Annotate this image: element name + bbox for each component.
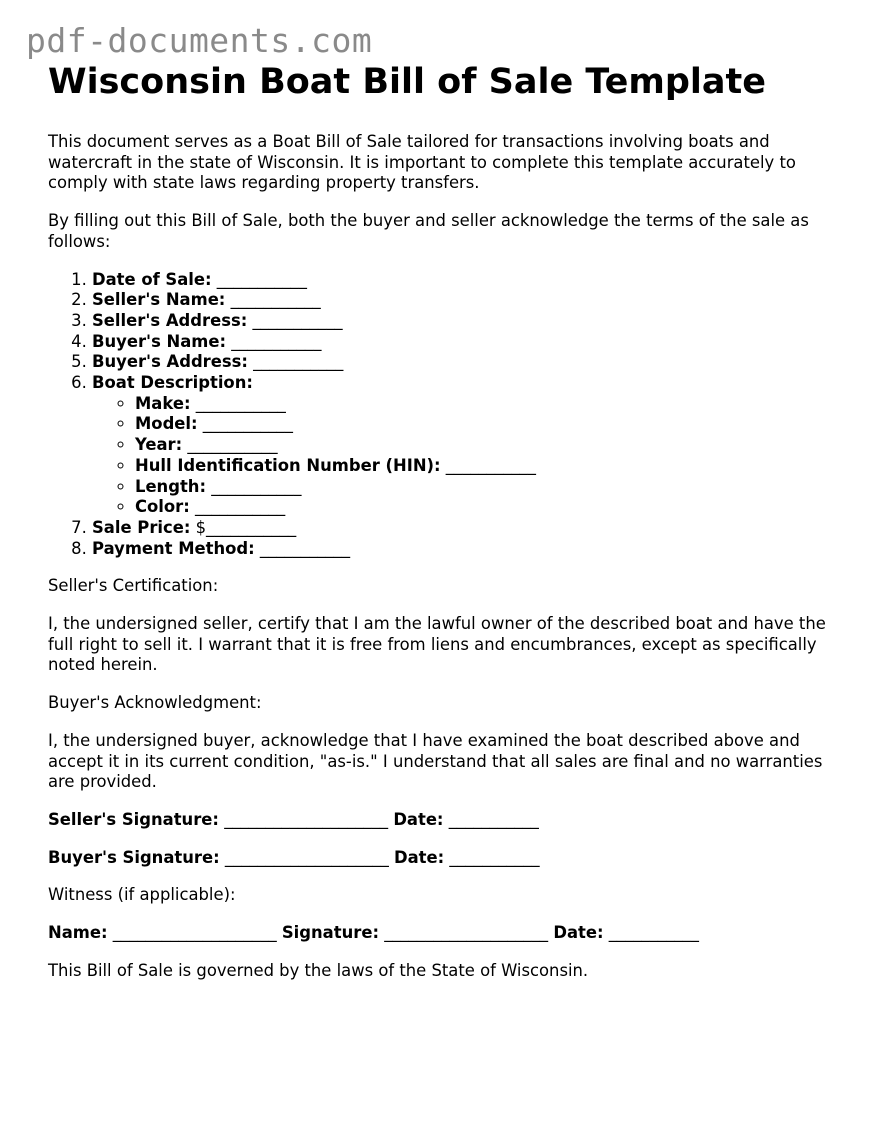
field-label: Payment Method: [92, 538, 255, 558]
field-blank[interactable]: ___________ [182, 435, 278, 455]
field-label: Date of Sale: [92, 269, 212, 289]
field-label: Sale Price: [92, 517, 191, 537]
witness-date-label: Date: [553, 923, 604, 943]
field-label: Length: [135, 476, 207, 496]
sub-item-length [135, 477, 848, 498]
sub-item-year [135, 435, 848, 456]
list-item-payment-method [92, 539, 848, 560]
list-item-date-of-sale [92, 270, 848, 291]
buyer-acknowledgment-text: I, the undersigned buyer, acknowledge that I have examined the boat described above and accept it in its current condition, "as-is." I understand that all sales are final and no warranties are provided. [48, 730, 823, 792]
seller-signature-line [48, 810, 848, 831]
list-item-seller-address [92, 311, 848, 332]
seller-signature-label: Seller's Signature: [48, 809, 219, 829]
witness-signature-label: Signature: [281, 923, 380, 943]
buyer-date-label: Date: [394, 847, 445, 867]
witness-heading: Witness (if applicable): [48, 885, 236, 905]
list-item-boat-description [92, 373, 848, 518]
seller-date-label: Date: [393, 809, 444, 829]
list-item-buyer-address [92, 352, 848, 373]
buyer-signature-blank[interactable]: ____________________ [219, 847, 394, 867]
field-blank[interactable]: ___________ [226, 331, 322, 351]
sub-item-hin [135, 456, 848, 477]
field-blank[interactable]: ___________ [440, 455, 536, 475]
list-item-buyer-name [92, 332, 848, 353]
boat-description-list [92, 394, 848, 518]
witness-name-blank[interactable]: ____________________ [107, 923, 282, 943]
seller-signature-blank[interactable]: ____________________ [218, 809, 394, 829]
witness-signature-blank[interactable]: ____________________ [379, 923, 554, 943]
witness-name-label: Name: [48, 923, 108, 943]
field-blank[interactable]: ___________ [190, 393, 286, 413]
field-blank[interactable]: ___________ [197, 414, 293, 434]
sub-item-make [135, 394, 848, 415]
field-label: Buyer's Name: [92, 331, 227, 351]
sub-item-model [135, 414, 848, 435]
field-blank[interactable]: ___________ [189, 497, 286, 517]
intro-paragraph: This document serves as a Boat Bill of Sale tailored for transactions involving boats and watercraft in the state of Wisconsin. It is important to complete this template accurately to comply with state laws regarding property transfers. [48, 132, 796, 193]
field-label: Seller's Address: [92, 310, 248, 330]
field-blank[interactable]: ___________ [247, 352, 344, 372]
buyer-signature-label: Buyer's Signature: [48, 847, 220, 867]
document-body [48, 60, 848, 999]
field-blank[interactable]: ___________ [206, 476, 302, 496]
list-item-sale-price [92, 518, 848, 539]
seller-date-blank[interactable]: ___________ [443, 809, 539, 829]
witness-date-blank[interactable]: ___________ [603, 923, 699, 943]
field-label: Model: [135, 414, 198, 434]
field-blank[interactable]: $___________ [190, 517, 297, 537]
field-blank[interactable]: ___________ [254, 538, 351, 558]
seller-certification-heading: Seller's Certification: [48, 576, 219, 596]
witness-line [48, 923, 848, 944]
sub-item-color [135, 497, 848, 518]
field-label: Buyer's Address: [92, 352, 248, 372]
buyer-acknowledgment-heading: Buyer's Acknowledgment: [48, 693, 262, 713]
field-label: Year: [135, 435, 183, 455]
field-blank[interactable]: ___________ [247, 310, 343, 330]
field-label: Color: [135, 497, 190, 517]
field-blank[interactable]: ___________ [211, 269, 307, 289]
list-item-seller-name [92, 290, 848, 311]
field-label: Boat Description: [92, 373, 253, 393]
field-blank[interactable]: ___________ [225, 290, 321, 310]
buyer-signature-line [48, 848, 848, 869]
field-label: Hull Identification Number (HIN): [135, 455, 441, 475]
field-label: Seller's Name: [92, 290, 226, 310]
acknowledge-intro-paragraph: By filling out this Bill of Sale, both the buyer and seller acknowledge the terms of the sale as follows: [48, 211, 809, 251]
terms-list [48, 270, 848, 560]
field-label: Make: [135, 393, 191, 413]
watermark-text: pdf-documents.com [26, 21, 373, 60]
page-title: Wisconsin Boat Bill of Sale Template [48, 62, 766, 102]
governing-law-text: This Bill of Sale is governed by the laws of the State of Wisconsin. [48, 960, 589, 980]
seller-certification-text: I, the undersigned seller, certify that I am the lawful owner of the described boat and have the full right to sell it. I warrant that it is free from liens and encumbrances, except as specifically noted herein. [48, 614, 826, 675]
buyer-date-blank[interactable]: ___________ [444, 847, 540, 867]
